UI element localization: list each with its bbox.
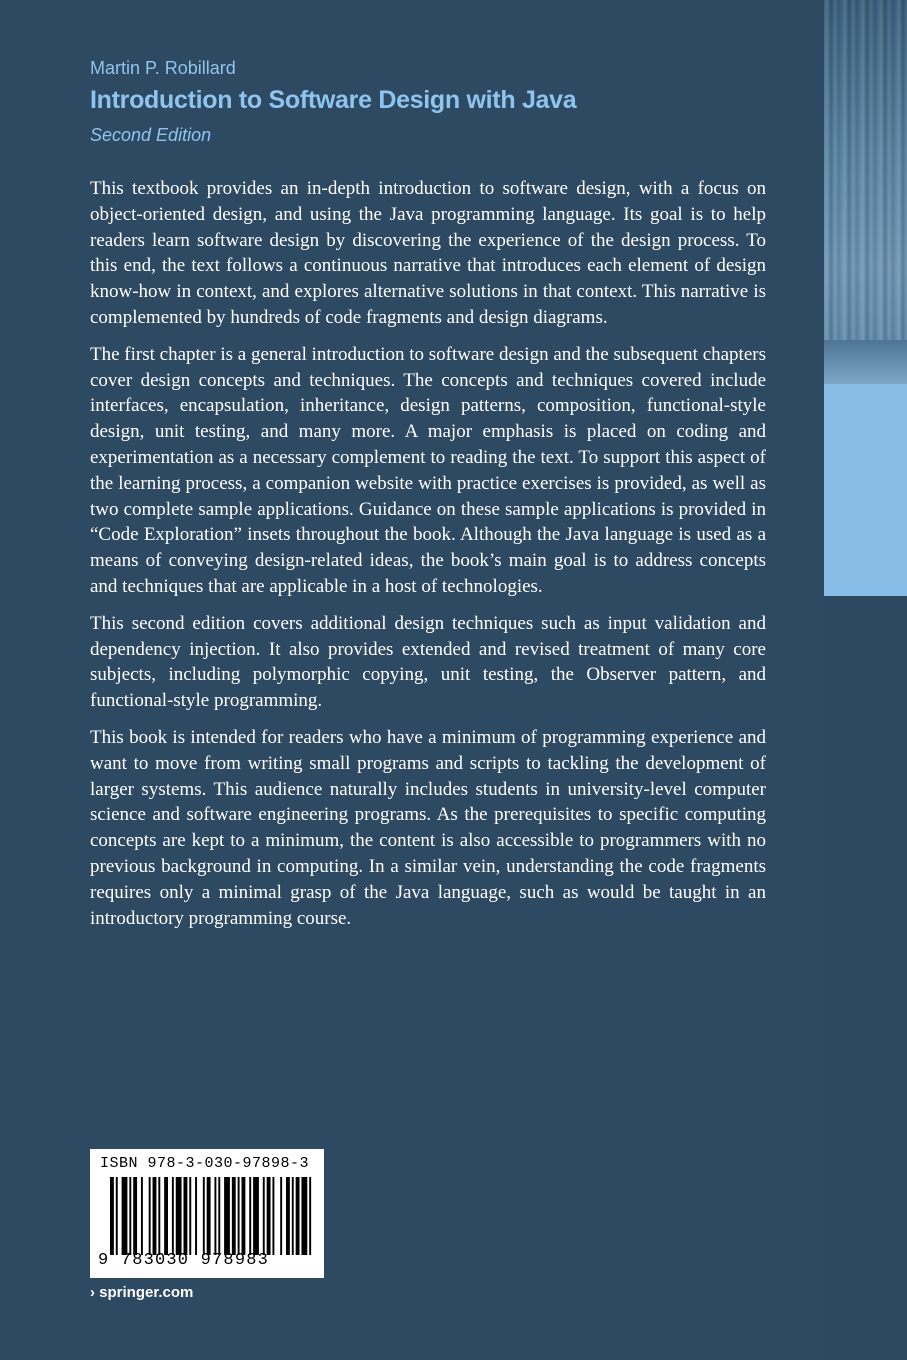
barcode-bar <box>153 1177 157 1255</box>
publisher-website: › springer.com <box>90 1284 194 1301</box>
blurb <box>90 176 766 942</box>
barcode-digits: 9 783030 978983 <box>98 1251 270 1270</box>
edition-label: Second Edition <box>90 125 212 145</box>
barcode-bar <box>263 1177 265 1255</box>
barcode-bar <box>296 1177 300 1255</box>
barcode-bar <box>232 1177 236 1255</box>
barcode-bar <box>116 1177 118 1255</box>
barcode-bar <box>253 1177 259 1255</box>
barcode-bar <box>301 1177 307 1255</box>
accent-block <box>824 384 907 596</box>
barcode-bar <box>133 1177 137 1255</box>
barcode-bar <box>158 1177 160 1255</box>
barcode-bar <box>238 1177 240 1255</box>
barcode-bar <box>149 1177 151 1255</box>
isbn-label: ISBN 978-3-030-97898-3 <box>100 1155 310 1172</box>
barcode-bar <box>203 1177 205 1255</box>
barcode-bar <box>292 1177 294 1255</box>
barcode-bar <box>286 1177 290 1255</box>
barcode-bar <box>122 1177 128 1255</box>
barcode-bar <box>110 1177 114 1255</box>
barcode-bars <box>110 1177 315 1255</box>
barcode-bar <box>172 1177 174 1255</box>
barcode-bar <box>189 1177 191 1255</box>
barcode-bar <box>242 1177 246 1255</box>
author-name: Martin P. Robillard <box>90 58 236 78</box>
barcode-bar <box>129 1177 131 1255</box>
blurb-paragraph-1: This textbook provides an in-depth introduction to software design, with a focus on object-oriented design, and using the Java programming language. Its goal is to help readers learn software design by discovering the experience of the design process. To this end, the text follows a continuous narrative that introduces each element of design know-how in context, and explores alternative solutions in that context. This narrative is complemented by hundreds of code fragments and design diagrams. <box>90 178 766 328</box>
barcode-bar <box>214 1177 216 1255</box>
barcode-bar <box>164 1177 168 1255</box>
column-photo-base <box>824 340 907 384</box>
blurb-paragraph-2: The first chapter is a general introduction to software design and the subsequent chapters cover design concepts and techniques. The concepts and techniques covered include interfaces, encapsulation, inheritance, design patterns, composition, functional-style design, unit testing, and many more. A major emphasis is placed on coding and experimentation as a necessary complement to reading the text. To support this aspect of the learning process, a companion website with practice exercises is provided, as well as two complete sample applications. Guidance on these sample applications is provided in “Code Exploration” insets throughout the book. Although the Java language is used as a means of conveying design-related ideas, the book’s main goal is to address concepts and techniques that are applicable in a host of technologies. <box>90 343 766 597</box>
barcode-bar <box>207 1177 211 1255</box>
barcode-bar <box>224 1177 230 1255</box>
barcode-bar <box>183 1177 187 1255</box>
book-title: Introduction to Software Design with Java <box>90 86 577 114</box>
blurb-paragraph-3: This second edition covers additional design techniques such as input validation and dependency injection. It also provides extended and revised treatment of many core subjects, including polymorphic copying, unit testing, the Observer pattern, and functional-style programming. <box>90 612 766 712</box>
barcode-bar <box>218 1177 220 1255</box>
blurb-paragraph-4: This book is intended for readers who have a minimum of programming experience and want to move from writing small programs and scripts to tackling the development of larger systems. This audience naturally includes students in university-level computer science and software engineering programs. As the prerequisites to specific computing concepts are kept to a minimum, the content is also accessible to programmers with no previous background in computing. In a similar vein, understanding the code fragments requires only a minimal grasp of the Java language, such as would be taught in an introductory programming course. <box>90 726 766 929</box>
barcode-box <box>90 1149 324 1278</box>
barcode-bar <box>249 1177 251 1255</box>
barcode-bar <box>309 1177 311 1255</box>
barcode-bar <box>195 1177 197 1255</box>
barcode-bar <box>267 1177 271 1255</box>
barcode-bar <box>272 1177 274 1255</box>
barcode-bar <box>280 1177 282 1255</box>
barcode-bar <box>176 1177 182 1255</box>
barcode-bar <box>141 1177 143 1255</box>
column-photo <box>824 0 907 384</box>
